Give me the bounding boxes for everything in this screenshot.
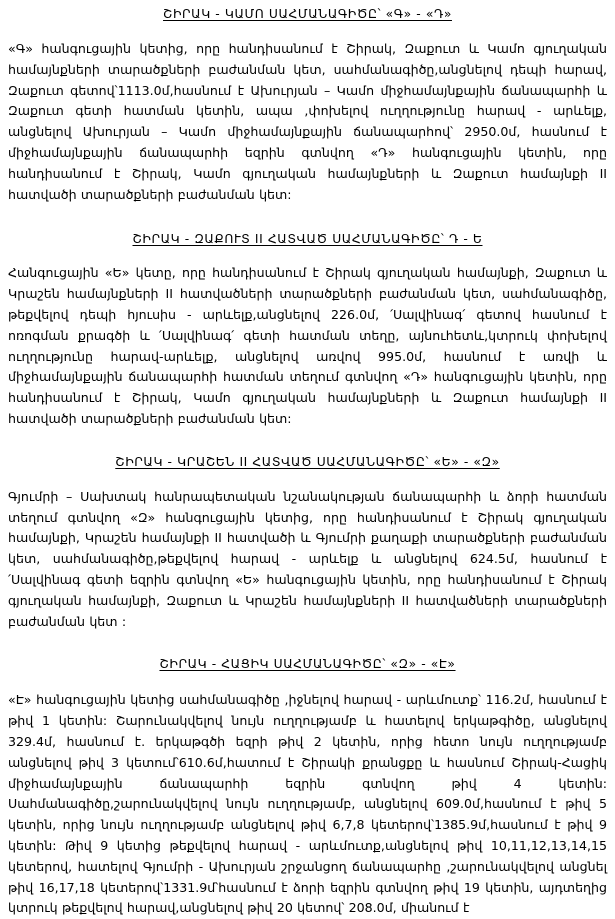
spacer	[8, 471, 607, 487]
section-body-shirak-krashen-2: Գյումրի – Սախտակ հանրապետական նշանակության ճանապարհի և ձորի հատման տեղում գտնվող «Զ» հանգուցային կետից, որը հանդիսանում է Շիրակ գյուղական համայնքի, Կրաշեն համայնքի II հատվածի և Գյումրի քաղաքի տարածքների բաժանման կետ, սահմանագիծը,թեքվելով հարավ - արևելք և անցնելով 624.5մ, հասնում է ՛Սալվինագ գետի եզրին գտնվող «Ե» հանգուցային կետին, որը հանդիսանում է Շիրակ գյուղական համայնքի, Զաքուտ և Կրաշեն համայնքների II հատվածների տարածքների բաժանման կետ :	[8, 488, 607, 629]
section-body-shirak-kamo: «Գ» հանգուցային կետից, որը հանդիսանում է Շիրակ, Զաքուտ և Կամո գյուղական համայնքների տարածքների բաժանման կետ, սահմանագիծը,անցնելով դեպի հարավ, Զաքուտ գետով՝1113.0մ,հասնում է Ախուրյան – Կամո միջհամայնքային ճանապարհի և Զաքուտ գետի հատման կետին, ապա ,փոխելով ուղղությունը հարավ - արևելք, անցնելով Ախուրյան – Կամո միջհամայնքային ճանապարհով՝ 2950.0մ, հասնում է միջհամայնքային ճանապարհի եզրին գտնվող «Դ» հանգուցային կետին, որը հանդիսանում է Շիրակ, Կամո գյուղական համայնքների և Զաքուտ համայնքի II հատվածի տարածքների բաժանման կետ:	[8, 41, 607, 202]
section-shirak-hatsik	[8, 656, 607, 919]
section-shirak-zaqrut-2	[8, 231, 607, 429]
section-body-shirak-hatsik: «Է» հանգուցային կետից սահմանագիծը ,իջնելով հարավ - արևմուտք՝ 116.2մ, հասնում է թիվ 1 կետին: Շարունակվելով նույն ուղղությամբ և հատելով երկաթգիծը, անցնելով 329.4մ, հասնում է. երկաթգծի եզրի թիվ 2 կետին, որից հետո նույն ուղղությամբ անցնելով թիվ 3 կետում՝610.6մ,հատում է Շիրակի քրանցքը և հասնում Շիրակ-Հացիկ միջհամայնքային ճանապարհի եզրին գտնվող թիվ 4 կետին: Սահմանագիծը,շարունակվելով նույն ուղղությամբ, անցնելով 609.0մ,հասնում է թիվ 5 կետին, որից նույն ուղղությամբ անցնելով թիվ 6,7,8 կետերով՝1385.9մ,հասնում է թիվ 9 կետին: Թիվ 9 կետից թեքվելով հարավ - արևմուտք,անցնելով թիվ 10,11,12,13,14,15 կետերով, հատելով Գյումրի - Ախուրյան շրջանցող ճանապարհը ,շարունակվելով անցնել թիվ 16,17,18 կետերով՝1331.9մ՝հասնում է ձորի եզրին գտնվող թիվ 19 կետին, այդտեղից կտրուկ թեքվելով հարավ,անցնելով թիվ 20 կետով՝ 208.0մ, միանում է	[8, 692, 607, 916]
spacer	[8, 430, 607, 454]
section-shirak-kamo	[8, 6, 607, 205]
section-body-shirak-zaqrut-2: Հանգուցային «Ե» կետը, որը հանդիսանում է Շիրակ գյուղական համայնքի, Զաքուտ և Կրաշեն համայնքների II հատվածների տարածքների բաժանման կետ, սահմանագիծը, թեքվելով դեպի հյուսիս - արևելք,անցնելով 226.0մ, ՛Սալվինագ՛ գետով հասնում է ոռոգման քրագծի և ՛Սալվինագ՛ գետի հատման տեղը, այնուհետև,կտրուկ փոխելով ուղղությունը հարավ-արևելք, անցնելով առվով 995.0մ, հասնում է առվի և միջհամայնքային ճանապարհի հատման տեղում գտնվող «Դ» հանգուցային կետին, որը հանդիսանում է Շիրակ, Կամո գյուղական համայնքների և Զաքուտ համայնքի II հատվածի տարածքների բաժանման կետ:	[8, 265, 607, 426]
spacer	[8, 23, 607, 39]
section-heading-shirak-hatsik: ՇԻՐԱԿ - ՀԱՑԻԿ ՍԱՀՄԱՆԱԳԻԾԸ՝ «Զ» - «Է»	[159, 657, 456, 672]
spacer	[8, 205, 607, 231]
section-heading-shirak-kamo: ՇԻՐԱԿ - ԿԱՄՈ ՍԱՀՄԱՆԱԳԻԾԸ՝ «Գ» - «Դ»	[163, 7, 452, 21]
section-heading-shirak-krashen-2: ՇԻՐԱԿ - ԿՐԱՇԵՆ II ՀԱՏՎԱԾ ՍԱՀՄԱՆԱԳԻԾԸ՝ «Ե» - «Զ»	[115, 454, 500, 469]
spacer	[8, 673, 607, 690]
section-shirak-krashen-2	[8, 454, 607, 633]
spacer	[8, 248, 607, 263]
section-heading-shirak-zaqrut-2: ՇԻՐԱԿ - ԶԱՔՈՒՏ II ՀԱՏՎԱԾ ՍԱՀՄԱՆԱԳԻԾԸ՝ Դ - Ե	[132, 232, 483, 247]
spacer	[8, 632, 607, 656]
